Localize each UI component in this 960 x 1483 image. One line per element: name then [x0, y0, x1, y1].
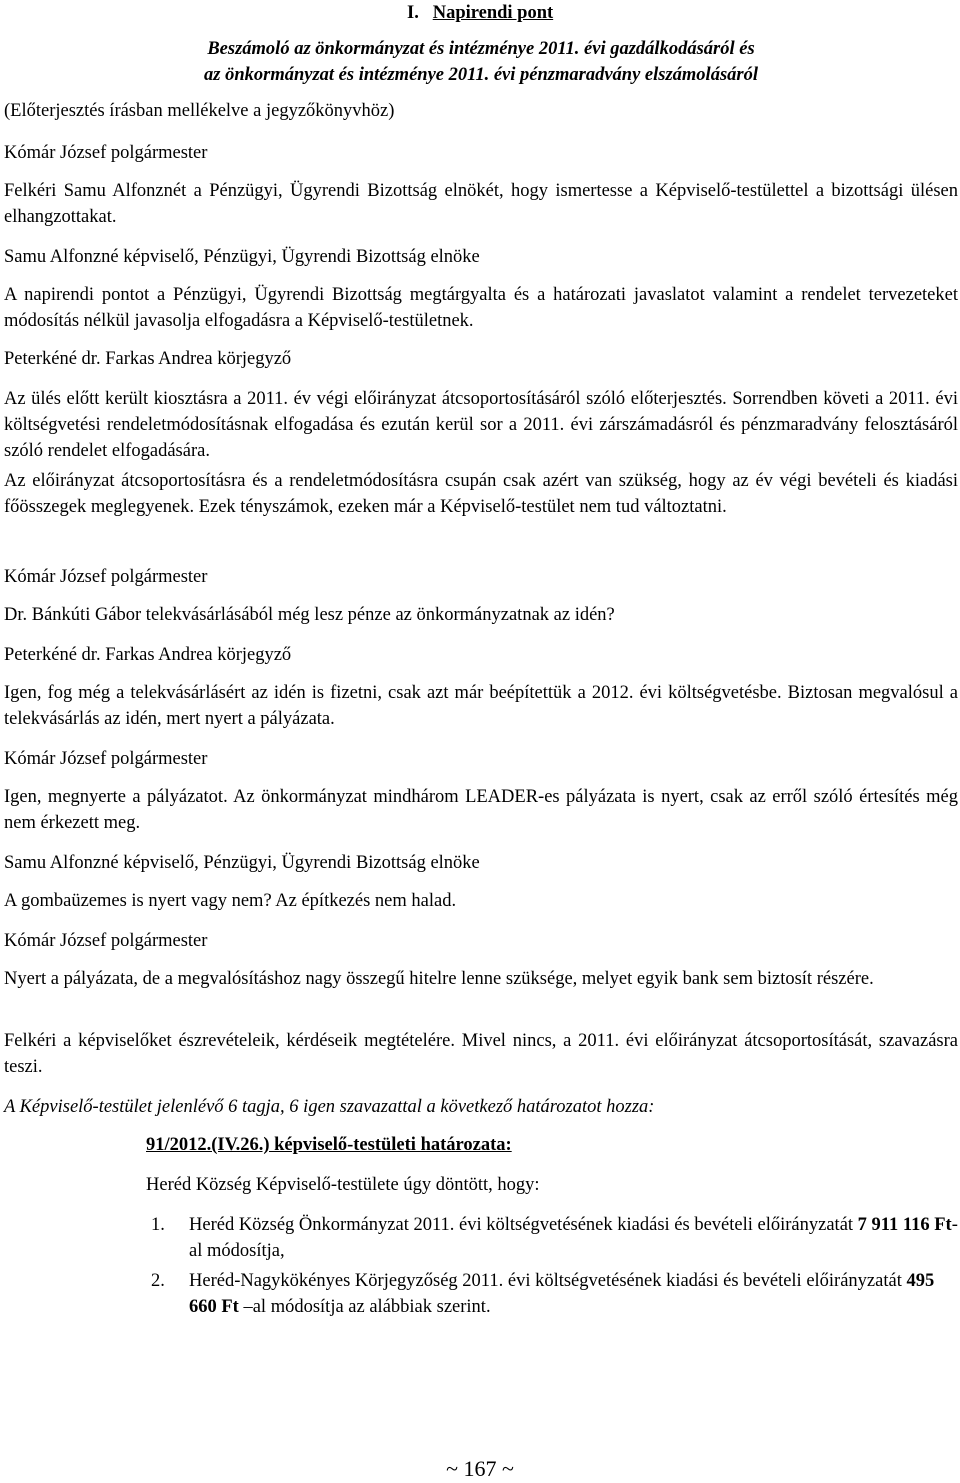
- speaker-notary: Peterkéné dr. Farkas Andrea körjegyző: [4, 349, 292, 369]
- list-item-text: Heréd Község Önkormányzat 2011. évi költségvetésének kiadási és bevételi előirányzatát: [189, 1215, 858, 1235]
- list-item: [146, 1268, 958, 1320]
- resolution-intro: Heréd Község Képviselő-testülete úgy döntött, hogy:: [146, 1175, 540, 1195]
- speaker-mayor: Kómár József polgármester: [4, 931, 208, 951]
- paragraph-notary-answer: Igen, fog még a telekvásárlásért az idén is fizetni, csak azt már beépítettük a 2012. évi költségvetésbe. Biztosan megvalósul a telekvásárlás az idén, mert nyert a pályázata.: [4, 683, 958, 729]
- list-item-number: 2.: [151, 1271, 165, 1291]
- paragraph-mayor-question: Dr. Bánkúti Gábor telekvásárlásából még lesz pénze az önkormányzatnak az idén?: [4, 605, 615, 625]
- speaker-mayor: Kómár József polgármester: [4, 143, 208, 163]
- paragraph-notary-explanation: Az előirányzat átcsoportosításra és a rendeletmódosításra csupán csak azért van szükség, hogy az év végi bevételi és kiadási főösszegek meglegyenek. Ezek tényszámok, ezeken már a Képviselő-testület nem tud változtatni.: [4, 471, 958, 517]
- agenda-title-line-2: az önkormányzat és intézménye 2011. évi pénzmaradvány elszámolásáról: [204, 65, 758, 85]
- list-item-suffix: –al módosítja az alábbiak szerint.: [238, 1297, 491, 1317]
- paragraph-mayor-vote-call: Felkéri a képviselőket észrevételeik, kérdéseik megtételére. Mivel nincs, a 2011. évi előirányzat átcsoportosítását, szavazásra teszi.: [4, 1031, 958, 1077]
- list-item-number: 1.: [151, 1215, 165, 1235]
- paragraph-chair-question: A gombaüzemes is nyert vagy nem? Az építkezés nem halad.: [4, 891, 457, 911]
- paragraph-committee-report: A napirendi pontot a Pénzügyi, Ügyrendi Bizottság megtárgyalta és a határozati javaslatot valamint a rendelet tervezeteket módosítás nélkül javasolja elfogadásra a Képviselő-testületnek.: [4, 285, 958, 331]
- speaker-committee-chair: Samu Alfonzné képviselő, Pénzügyi, Ügyrendi Bizottság elnöke: [4, 853, 480, 873]
- speaker-committee-chair: Samu Alfonzné képviselő, Pénzügyi, Ügyrendi Bizottság elnöke: [4, 247, 480, 267]
- vote-statement: A Képviselő-testület jelenlévő 6 tagja, 6 igen szavazattal a következő határozatot hozza:: [4, 1097, 655, 1117]
- speaker-mayor: Kómár József polgármester: [4, 749, 208, 769]
- heading-roman-numeral: I.: [407, 3, 419, 23]
- resolution-title: 91/2012.(IV.26.) képviselő-testületi határozata:: [146, 1135, 512, 1155]
- page-number: ~ 167 ~: [446, 1456, 514, 1481]
- paragraph-notary-order: Az ülés előtt került kiosztásra a 2011. év végi előirányzat átcsoportosításáról szóló előterjesztés. Sorrendben követi a 2011. évi költségvetési rendeletmódosításnak elfogadása és ezután kerül sor a 2011. évi zárszámadásról és pénzmaradvány felosztásáról szóló rendelet elfogadására.: [4, 389, 958, 461]
- agenda-heading: [407, 0, 553, 26]
- list-item-amount: 495 660 Ft: [189, 1271, 935, 1317]
- paragraph-request-committee: Felkéri Samu Alfonznét a Pénzügyi, Ügyrendi Bizottság elnökét, hogy ismertesse a Képviselő-testülettel a bizottsági ülésen elhangzottakat.: [4, 181, 958, 227]
- list-item-suffix: -al módosítja,: [189, 1215, 958, 1261]
- list-item-amount: 7 911 116 Ft: [857, 1215, 952, 1235]
- speaker-mayor: Kómár József polgármester: [4, 567, 208, 587]
- agenda-title: [4, 36, 958, 88]
- paragraph-mayor-answer: Nyert a pályázata, de a megvalósításhoz nagy összegű hitelre lenne szüksége, melyet egyik bank sem biztosít részére.: [4, 969, 874, 989]
- list-item-text: Heréd-Nagykökényes Körjegyzőség 2011. évi költségvetésének kiadási és bevételi előirányzatát: [189, 1271, 907, 1291]
- heading-title: Napirendi pont: [432, 3, 554, 23]
- resolution-list: [146, 1212, 958, 1320]
- agenda-title-line-1: Beszámoló az önkormányzat és intézménye 2011. évi gazdálkodásáról és: [207, 39, 755, 59]
- attachment-note: (Előterjesztés írásban mellékelve a jegyzőkönyvhöz): [4, 101, 395, 121]
- speaker-notary: Peterkéné dr. Farkas Andrea körjegyző: [4, 645, 292, 665]
- paragraph-mayor-leader: Igen, megnyerte a pályázatot. Az önkormányzat mindhárom LEADER-es pályázata is nyert, csak az erről szóló értesítés még nem érkezett meg.: [4, 787, 958, 833]
- list-item: [146, 1212, 958, 1264]
